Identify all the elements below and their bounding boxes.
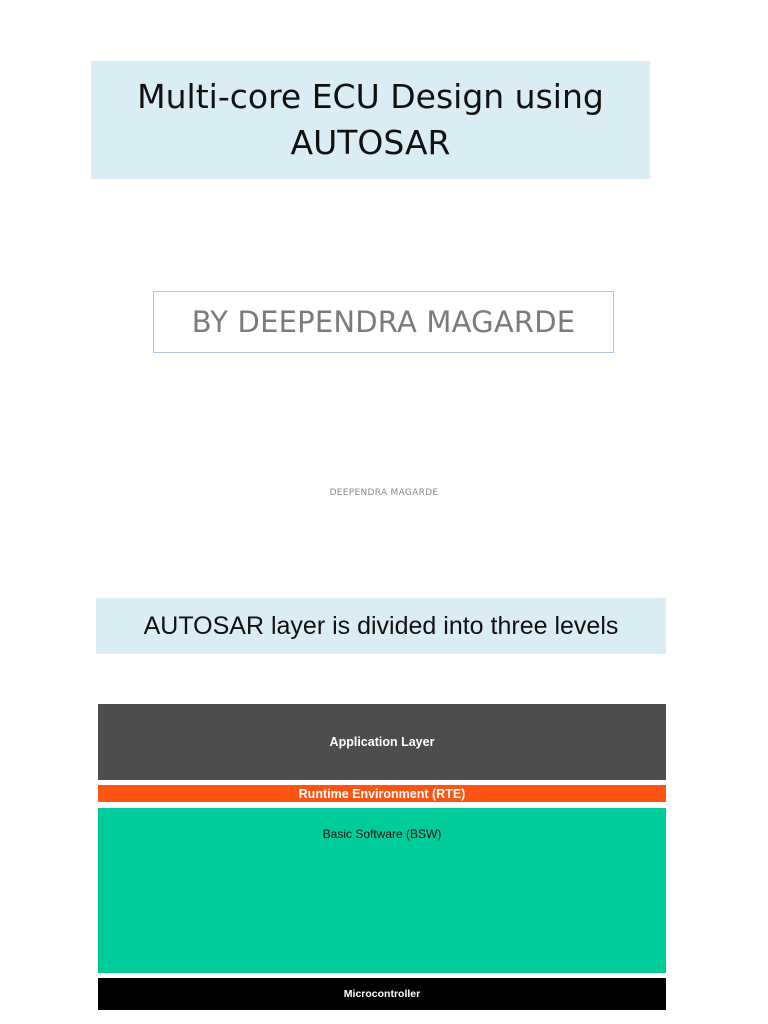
rte-layer-label: Runtime Environment (RTE) — [298, 786, 466, 801]
application-layer-label: Application Layer — [329, 735, 435, 749]
layers-title: AUTOSAR layer is divided into three levels — [143, 611, 619, 640]
rte-layer — [98, 785, 666, 802]
slide-title-box — [91, 61, 650, 179]
author-box — [153, 291, 614, 353]
bsw-layer — [98, 808, 666, 973]
layers-title-box — [96, 598, 666, 654]
author-name: BY DEEPENDRA MAGARDE — [191, 305, 576, 339]
slide-footer: DEEPENDRA MAGARDE — [329, 488, 439, 498]
microcontroller-layer-label: Microcontroller — [343, 988, 421, 1000]
microcontroller-layer — [98, 978, 666, 1010]
slide-title: Multi-core ECU Design using AUTOSAR — [137, 77, 604, 162]
application-layer — [98, 704, 666, 780]
bsw-layer-label: Basic Software (BSW) — [322, 827, 442, 841]
